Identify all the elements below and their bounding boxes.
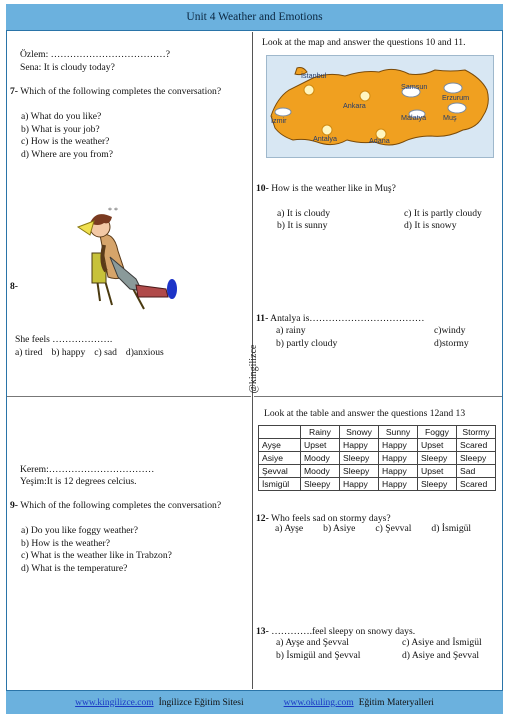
q8-options: [15, 347, 164, 359]
q11-question: [256, 313, 424, 325]
q11-option-a[interactable]: a) rainy: [276, 325, 306, 336]
table-header-cell: Stormy: [457, 426, 496, 439]
table-cell: Upset: [301, 439, 340, 452]
section-divider-left: [7, 396, 251, 397]
map-city-malatya: Malatya: [401, 113, 427, 122]
table-cell: Sleepy: [418, 452, 457, 465]
table-cell: Sleepy: [418, 478, 457, 491]
q9-option-b[interactable]: b) How is the weather?: [21, 537, 110, 549]
table-cell: Scared: [457, 478, 496, 491]
table-cell: Upset: [418, 465, 457, 478]
q7-option-b[interactable]: b) What is your job?: [21, 123, 100, 135]
table-header-row: [259, 426, 496, 439]
q7-question: [10, 86, 221, 98]
map-city-ankara: Ankara: [343, 101, 366, 110]
section-divider-right: [254, 396, 502, 397]
q13-option-d[interactable]: d) Asiye and Şevval: [402, 650, 480, 661]
turkey-weather-map: [266, 55, 494, 158]
table-header-cell: [259, 426, 301, 439]
tired-woman-illustration: [70, 205, 185, 315]
table-row: [259, 452, 496, 465]
q10-question-text: How is the weather like in Muş?: [271, 183, 396, 194]
q13-option-b[interactable]: b) İsmigül and Şevval: [276, 650, 361, 661]
q7-dialog-line2: Sena: It is cloudy today?: [20, 62, 115, 73]
q7-option-c[interactable]: c) How is the weather?: [21, 136, 110, 148]
table-cell: Happy: [379, 465, 418, 478]
q8-option-a[interactable]: a) tired: [15, 347, 43, 358]
svg-text:* *: * *: [108, 206, 118, 215]
table-header-cell: Sunny: [379, 426, 418, 439]
table-cell: Happy: [379, 452, 418, 465]
table-cell: İsmigül: [259, 478, 301, 491]
table-header-cell: Foggy: [418, 426, 457, 439]
map-city-istanbul: İstanbul: [301, 71, 327, 80]
q9-dialog-line1: Kerem:……………………………: [20, 464, 155, 475]
q11-option-b[interactable]: b) partly cloudy: [276, 338, 338, 349]
table-cell: Sleepy: [301, 478, 340, 491]
footer-link-okuling[interactable]: www.okuling.com: [283, 697, 354, 708]
page-title: Unit 4 Weather and Emotions: [186, 11, 323, 23]
watermark: @kingilizce: [247, 344, 259, 394]
map-city-samsun: Samsun: [401, 82, 428, 91]
map-instruction: Look at the map and answer the questions 10 and 11.: [262, 37, 466, 48]
q12-option-a[interactable]: a) Ayşe: [275, 523, 304, 534]
q9-dialog-line2: Yeşim:It is 12 degrees celcius.: [20, 476, 137, 487]
q10-option-c[interactable]: c) It is partly cloudy: [404, 208, 482, 219]
table-row: [259, 478, 496, 491]
q11-number: 11-: [256, 313, 269, 324]
q9-options: [21, 525, 172, 575]
q13-option-a[interactable]: a) Ayşe and Şevval: [276, 637, 349, 648]
table-cell: Sleepy: [340, 452, 379, 465]
q9-option-c[interactable]: c) What is the weather like in Trabzon?: [21, 550, 172, 562]
q8-option-b[interactable]: b) happy: [51, 347, 86, 358]
footer-link-kingilizce[interactable]: www.kingilizce.com: [75, 697, 154, 708]
footer-text-kingilizce: İngilizce Eğitim Sitesi: [158, 697, 244, 708]
table-cell: Happy: [340, 478, 379, 491]
table-cell: Moody: [301, 465, 340, 478]
table-instruction: Look at the table and answer the questions 12and 13: [264, 408, 466, 419]
header-bar: [6, 4, 503, 31]
table-cell: Sleepy: [340, 465, 379, 478]
table-cell: Ayşe: [259, 439, 301, 452]
q8-number: 8-: [10, 281, 18, 292]
q7-options: [21, 111, 113, 161]
q13-question-text: ………….feel sleepy on snowy days.: [271, 626, 416, 637]
map-city-antalya: Antalya: [313, 134, 337, 143]
q10-option-d[interactable]: d) It is snowy: [404, 220, 457, 231]
table-header-cell: Snowy: [340, 426, 379, 439]
table-cell: Sad: [457, 465, 496, 478]
footer-bar: [6, 690, 503, 714]
map-city-izmir: İzmir: [271, 116, 287, 125]
q11-question-text: Antalya is………………………………: [270, 313, 425, 324]
table-cell: Asiye: [259, 452, 301, 465]
q9-number: 9-: [10, 500, 18, 511]
table-header-cell: Rainy: [301, 426, 340, 439]
q8-option-d[interactable]: d)anxious: [125, 347, 164, 358]
footer-group-okuling: [284, 698, 434, 708]
q11-option-d[interactable]: d)stormy: [434, 338, 469, 349]
q7-number: 7-: [10, 86, 18, 97]
q12-option-b[interactable]: b) Asiye: [323, 523, 356, 534]
q7-option-a[interactable]: a) What do you like?: [21, 111, 102, 122]
q7-option-d[interactable]: d) Where are you from?: [21, 148, 113, 160]
map-city-mus: Muş: [443, 113, 457, 122]
q10-number: 10-: [256, 183, 269, 194]
q12-option-c[interactable]: c) Şevval: [375, 523, 412, 534]
q7-dialog-line1: Özlem: ………………………………?: [20, 49, 171, 60]
table-cell: Scared: [457, 439, 496, 452]
q10-option-b[interactable]: b) It is sunny: [277, 220, 328, 231]
q9-option-d[interactable]: d) What is the temperature?: [21, 562, 128, 574]
map-city-erzurum: Erzurum: [442, 93, 470, 102]
q12-number: 12-: [256, 513, 269, 524]
footer-group-kingilizce: [75, 698, 244, 708]
table-row: [259, 465, 496, 478]
q13-number: 13-: [256, 626, 269, 637]
q10-option-a[interactable]: a) It is cloudy: [277, 208, 331, 219]
table-cell: Sleepy: [457, 452, 496, 465]
table-cell: Happy: [340, 439, 379, 452]
q9-question: [10, 500, 221, 512]
map-city-adana: Adana: [369, 136, 390, 145]
table-cell: Şevval: [259, 465, 301, 478]
table-row: [259, 439, 496, 452]
table-cell: Moody: [301, 452, 340, 465]
q13-option-c[interactable]: c) Asiye and İsmigül: [402, 637, 482, 648]
q8-option-c[interactable]: c) sad: [94, 347, 117, 358]
q10-question: [256, 183, 396, 195]
q9-question-text: Which of the following completes the conversation?: [20, 500, 222, 511]
q7-question-text: Which of the following completes the conversation?: [20, 86, 222, 97]
footer-text-okuling: Eğitim Materyalleri: [358, 697, 434, 708]
q8-prompt: She feels ……………….: [15, 334, 113, 345]
table-cell: Happy: [379, 439, 418, 452]
q9-option-a[interactable]: a) Do you like foggy weather?: [21, 525, 138, 536]
q12-option-d[interactable]: d) İsmigül: [431, 523, 472, 534]
q12-question-text: Who feels sad on stormy days?: [271, 513, 391, 524]
emotions-table: [258, 425, 496, 491]
table-cell: Upset: [418, 439, 457, 452]
q11-option-c[interactable]: c)windy: [434, 325, 466, 336]
table-cell: Happy: [379, 478, 418, 491]
q12-options: [275, 523, 471, 535]
